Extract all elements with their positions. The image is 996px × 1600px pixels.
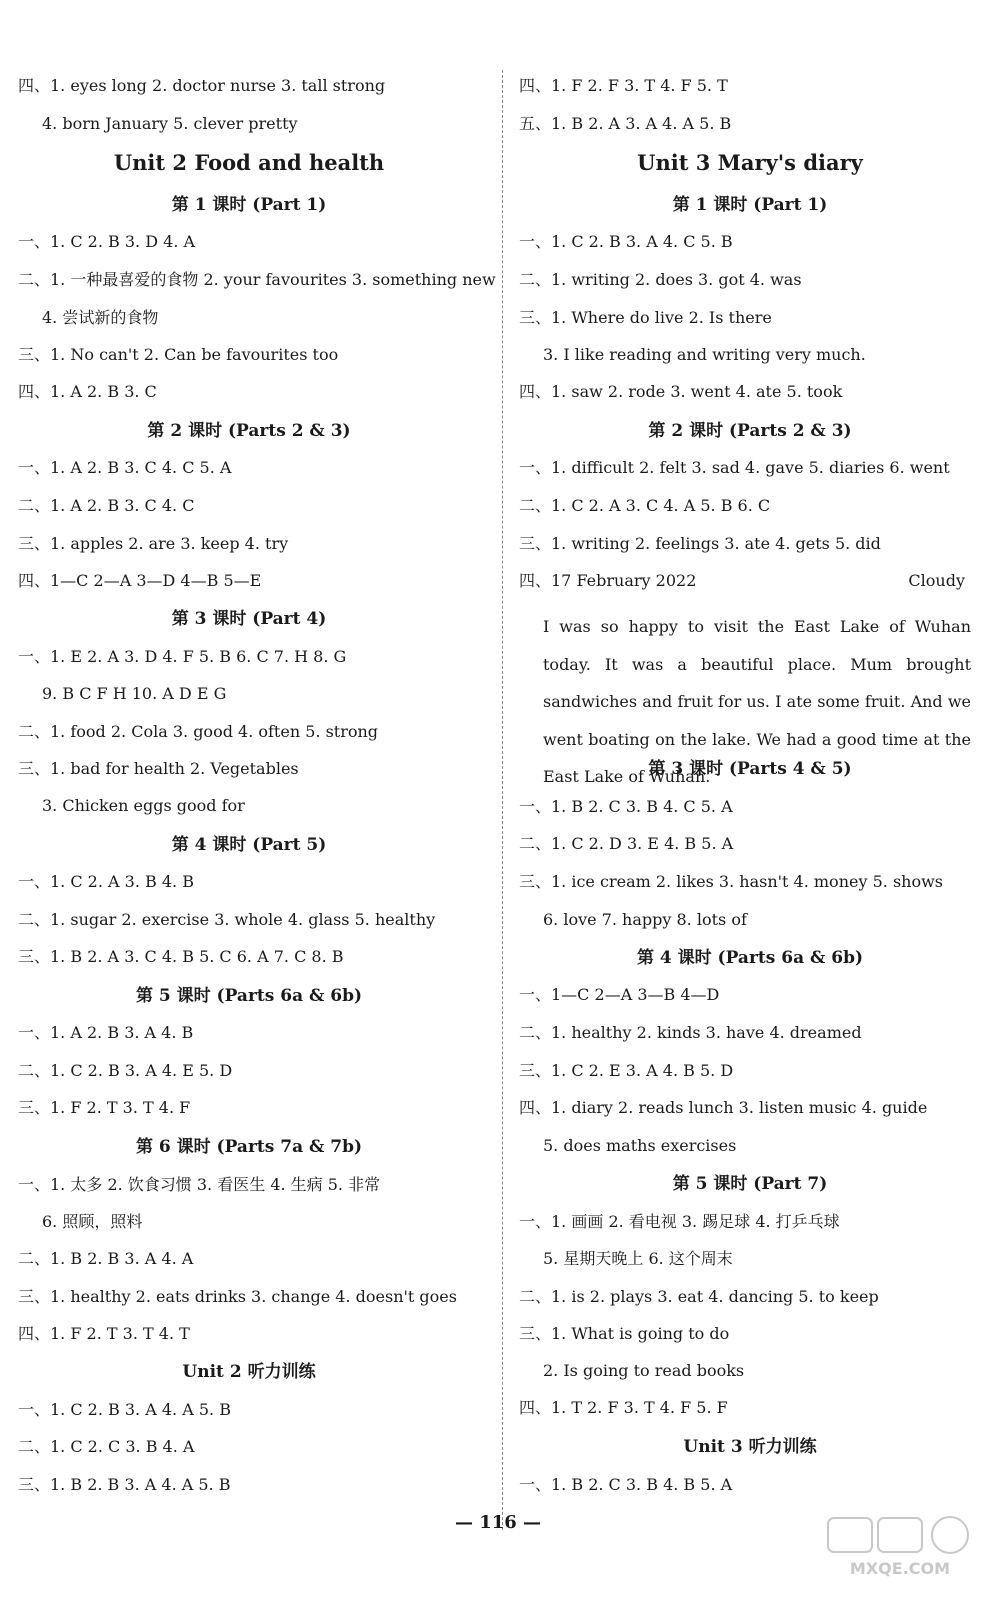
lesson-title: 第 6 课时 (Parts 7a & 7b) <box>135 1137 363 1157</box>
answer-line: 9. B C F H 10. A D E G <box>42 684 227 703</box>
answer-line: 三、1. No can't 2. Can be favourites too <box>18 345 339 364</box>
unit-title: Unit 3 Mary's diary <box>637 150 863 175</box>
diary-weather: Cloudy <box>908 571 965 590</box>
answer-line: 一、1. C 2. B 3. A 4. A 5. B <box>18 1400 231 1419</box>
answer-line: 四、1. eyes long 2. doctor nurse 3. tall strong <box>18 76 386 95</box>
answer-line: 二、1. A 2. B 3. C 4. C <box>18 496 195 515</box>
answer-line: 五、1. B 2. A 3. A 4. A 5. B <box>519 114 732 133</box>
lesson-title: 第 2 课时 (Parts 2 & 3) <box>147 421 351 441</box>
answer-line: 四、1—C 2—A 3—D 4—B 5—E <box>18 571 262 590</box>
answer-line: 三、1. C 2. E 3. A 4. B 5. D <box>519 1061 734 1080</box>
answer-line: 三、1. bad for health 2. Vegetables <box>18 759 299 778</box>
lesson-title: 第 4 课时 (Part 5) <box>171 835 327 855</box>
lesson-title: 第 1 课时 (Part 1) <box>171 195 327 215</box>
lesson-title: 第 3 课时 (Parts 4 & 5) <box>648 759 852 779</box>
answer-line: 三、1. writing 2. feelings 3. ate 4. gets 5. did <box>519 534 881 553</box>
answer-line: 三、1. healthy 2. eats drinks 3. change 4. doesn't goes <box>18 1287 457 1306</box>
answer-line: 二、1. sugar 2. exercise 3. whole 4. glass 5. healthy <box>18 910 436 929</box>
answer-line: 3. Chicken eggs good for <box>42 796 245 815</box>
unit-title: Unit 2 Food and health <box>113 150 385 175</box>
lesson-title: 第 5 课时 (Part 7) <box>672 1174 828 1194</box>
answer-line: 一、1. A 2. B 3. A 4. B <box>18 1023 194 1042</box>
answer-line: 四、1. F 2. T 3. T 4. T <box>18 1324 190 1343</box>
answer-line: 一、1. 太多 2. 饮食习惯 3. 看医生 4. 生病 5. 非常 <box>18 1175 381 1194</box>
lesson-title: 第 3 课时 (Part 4) <box>171 609 327 629</box>
lesson-title: 第 2 课时 (Parts 2 & 3) <box>648 421 852 441</box>
answer-line: 三、1. apples 2. are 3. keep 4. try <box>18 534 289 553</box>
svg-text:MXQE.COM: MXQE.COM <box>849 1559 951 1578</box>
answer-line: 二、1. food 2. Cola 3. good 4. often 5. strong <box>18 722 379 741</box>
answer-line: 3. I like reading and writing very much. <box>543 345 866 364</box>
answer-line: 一、1. E 2. A 3. D 4. F 5. B 6. C 7. H 8. G <box>18 647 347 666</box>
answer-line: 一、1. C 2. B 3. D 4. A <box>18 232 196 251</box>
answer-line: 三、1. B 2. B 3. A 4. A 5. B <box>18 1475 231 1494</box>
answer-line: 三、1. F 2. T 3. T 4. F <box>18 1098 191 1117</box>
watermark-logo <box>820 1512 980 1582</box>
answer-line: 三、1. B 2. A 3. C 4. B 5. C 6. A 7. C 8. B <box>18 947 344 966</box>
answer-line: 二、1. 一种最喜爱的食物 2. your favourites 3. something new <box>18 270 496 289</box>
section-title: Unit 3 听力训练 <box>683 1437 817 1457</box>
answer-line: 二、1. is 2. plays 3. eat 4. dancing 5. to keep <box>519 1287 879 1306</box>
lesson-title: 第 4 课时 (Parts 6a & 6b) <box>636 948 864 968</box>
column-divider <box>502 70 503 1530</box>
answer-line: 一、1. C 2. A 3. B 4. B <box>18 872 194 891</box>
diary-date: 四、17 February 2022 <box>519 571 697 590</box>
answer-line: 一、1. B 2. C 3. B 4. B 5. A <box>519 1475 733 1494</box>
answer-line: 三、1. Where do live 2. Is there <box>519 308 772 327</box>
answer-line: 一、1—C 2—A 3—B 4—D <box>519 985 720 1004</box>
page-number: — 116 — <box>454 1512 542 1533</box>
answer-line: 一、1. 画画 2. 看电视 3. 踢足球 4. 打乒乓球 <box>519 1212 840 1231</box>
answer-line: 二、1. healthy 2. kinds 3. have 4. dreamed <box>519 1023 862 1042</box>
answer-line: 二、1. C 2. C 3. B 4. A <box>18 1437 195 1456</box>
answer-line: 一、1. A 2. B 3. C 4. C 5. A <box>18 458 232 477</box>
answer-line: 6. love 7. happy 8. lots of <box>543 910 747 929</box>
answer-line: 四、1. diary 2. reads lunch 3. listen music 4. guide <box>519 1098 928 1117</box>
answer-line: 二、1. C 2. B 3. A 4. E 5. D <box>18 1061 233 1080</box>
diary-text: I was so happy to visit the East Lake of Wuhan today. It was a beautiful place. Mum brought sandwiches and fruit for us. I ate some fruit. And we went boating on the lake. We had a good time at the East Lake of Wuhan. <box>543 617 971 786</box>
answer-line: 一、1. difficult 2. felt 3. sad 4. gave 5. diaries 6. went <box>519 458 950 477</box>
answer-line: 四、1. F 2. F 3. T 4. F 5. T <box>519 76 728 95</box>
answer-line: 二、1. B 2. B 3. A 4. A <box>18 1249 194 1268</box>
section-title: Unit 2 听力训练 <box>182 1362 316 1382</box>
answer-line: 三、1. What is going to do <box>519 1324 730 1343</box>
answer-line: 5. does maths exercises <box>543 1136 737 1155</box>
lesson-title: 第 1 课时 (Part 1) <box>672 195 828 215</box>
answer-line: 2. Is going to read books <box>543 1361 745 1380</box>
answer-line: 四、1. saw 2. rode 3. went 4. ate 5. took <box>519 382 843 401</box>
lesson-title: 第 5 课时 (Parts 6a & 6b) <box>135 986 363 1006</box>
answer-line: 二、1. C 2. D 3. E 4. B 5. A <box>519 834 734 853</box>
answer-line: 四、1. T 2. F 3. T 4. F 5. F <box>519 1398 728 1417</box>
answer-line: 5. 星期天晚上 6. 这个周末 <box>543 1249 733 1268</box>
answer-line: 6. 照顾，照料 <box>42 1212 143 1231</box>
answer-line: 一、1. B 2. C 3. B 4. C 5. A <box>519 797 733 816</box>
answer-line: 二、1. writing 2. does 3. got 4. was <box>519 270 802 289</box>
answer-line: 4. 尝试新的食物 <box>42 308 159 327</box>
answer-line: 三、1. ice cream 2. likes 3. hasn't 4. money 5. shows <box>519 872 943 891</box>
answer-line: 4. born January 5. clever pretty <box>42 114 298 133</box>
answer-line: 四、1. A 2. B 3. C <box>18 382 157 401</box>
answer-line: 一、1. C 2. B 3. A 4. C 5. B <box>519 232 733 251</box>
answer-line: 二、1. C 2. A 3. C 4. A 5. B 6. C <box>519 496 771 515</box>
